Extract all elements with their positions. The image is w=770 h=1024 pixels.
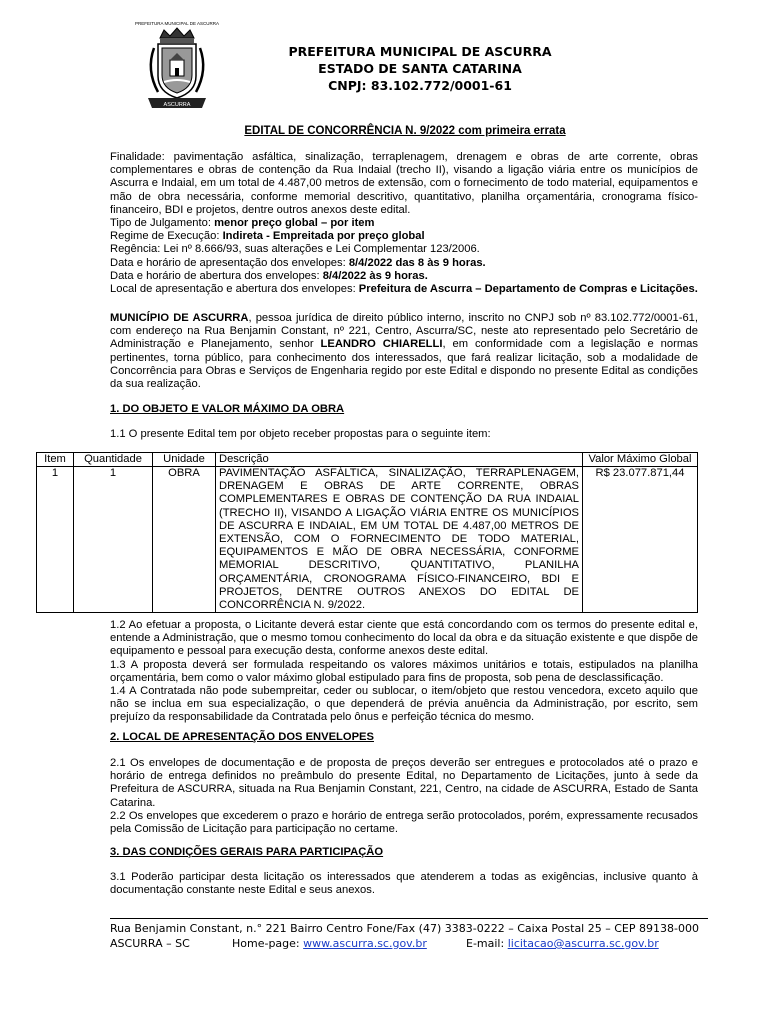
table-header-row xyxy=(37,453,698,467)
municipio-name: MUNICÍPIO DE ASCURRA xyxy=(110,312,249,324)
section-3-heading: 3. DAS CONDIÇÕES GERAIS PARA PARTICIPAÇÃO xyxy=(110,846,384,858)
item-1-2: 1.2 Ao efetuar a proposta, o Licitante deverá estar ciente que está concordando com os termos do presente edital e, entende a Administração, que o mesmo tomou conhecimento do local da obra e da situação existente e que dispõe de equipamento e pessoal para execução desta, conforme anexos deste edital. xyxy=(110,619,698,658)
items-1-2-to-1-4 xyxy=(110,619,698,725)
item-1-4: 1.4 A Contratada não pode subempreitar, ceder ou sublocar, o item/objeto que restou vencedora, exceto aquilo que não se inclua em sua especialização, o que dependerá de prévia anuência da Administração, por escrito, sem prejuízo da responsabilidade da Contratada pelo ônus e perfeição técnica do mesmo. xyxy=(110,685,698,724)
header-line-2: ESTADO DE SANTA CATARINA xyxy=(318,61,522,76)
section-1-heading: 1. DO OBJETO E VALOR MÁXIMO DA OBRA xyxy=(110,403,345,415)
apresentacao-line xyxy=(110,257,698,270)
cell-item: 1 xyxy=(37,467,74,613)
cell-valor: R$ 23.077.871,44 xyxy=(583,467,698,613)
julgamento-label: Tipo de Julgamento: xyxy=(110,217,211,230)
abertura-value: 8/4/2022 às 9 horas. xyxy=(322,269,428,282)
finalidade-label: Finalidade: xyxy=(110,151,165,163)
document-title: EDITAL DE CONCORRÊNCIA N. 9/2022 com primeira errata xyxy=(244,125,566,137)
preamble-text-1: , pessoa jurídica de direito público interno, inscrito no CNPJ sob nº 83.102.772/0001-61, com endereço na Rua Benjamin Constant, nº 221, Centro, Ascurra/SC, neste ato representado pelo Secretário de Administração e Planejamento, senhor xyxy=(110,312,699,351)
regime-line xyxy=(110,230,698,243)
local-line xyxy=(110,283,698,296)
email-label: E-mail: xyxy=(466,937,505,950)
cell-unidade: OBRA xyxy=(153,467,216,613)
header-item: Item xyxy=(37,453,74,467)
table-row xyxy=(37,467,698,613)
local-label: Local de apresentação e abertura dos envelopes: xyxy=(110,283,356,296)
section-2-heading: 2. LOCAL DE APRESENTAÇÃO DOS ENVELOPES xyxy=(110,731,374,743)
header-quantidade: Quantidade xyxy=(74,453,153,467)
cell-descricao: PAVIMENTAÇÃO ASFÁLTICA, SINALIZAÇÃO, TERRAPLENAGEM, DRENAGEM E OBRAS DE ARTE CORRENTE, OBRAS COMPLEMENTARES E OBRAS DE CONTENÇÃO DA RUA INDAIAL (TRECHO II), VISANDO A LIGAÇÃO VIÁRIA ENTRE OS MUNICÍPIOS DE ASCURRA E INDAIAL, EM UM TOTAL DE 4.487,00 METROS DE EXTENSÃO, COM O FORNECIMENTO DE TODO MATERIAL, EQUIPAMENTOS E MÃO DE OBRA NECESSÁRIA, CONFORME MEMORIAL DESCRITIVO, QUANTITATIVO, PLANILHA ORÇAMENTÁRIA, CRONOGRAMA FÍSICO-FINANCEIRO, BDI E PROJETOS, DENTRE OUTROS ANEXOS DO EDITAL DE CONCORRÊNCIA N. 9/2022. xyxy=(216,467,583,613)
finalidade-text: pavimentação asfáltica, sinalização, terraplenagem, drenagem e obras de arte corrente, obras complementares e obras de contenção da Rua Indaial (trecho II), visando a ligação viária entre os municípios de Ascurra e Indaial, em um total de 4.487,00 metros de extensão, com o fornecimento de todo material, equipamentos e mão de obra necessária, conforme memorial descritivo, quantitativo, planilha orçamentária, cronograma físico-financeiro, BDI e projetos, dentre outros anexos deste edital. xyxy=(110,151,699,216)
footer-email-group xyxy=(466,937,659,950)
logo-text-top: PREFEITURA MUNICIPAL DE ASCURRA xyxy=(134,21,220,26)
footer-divider xyxy=(110,918,708,919)
footer-city: ASCURRA – SC xyxy=(110,937,190,950)
item-3-1: 3.1 Poderão participar desta licitação os interessados que atenderem a todas as exigências, inclusive quanto à documentação constante neste Edital e seus anexos. xyxy=(110,871,698,897)
preamble-paragraph xyxy=(110,312,698,391)
preamble-text-2: , em conformidade com a legislação e normas pertinentes, torna público, para conhecimento dos interessados, que fará realizar licitação, sob a modalidade de Concorrência para Obras e Serviços de Engenharia regido por este Edital e dispondo no presente Edital as condições da sua realização. xyxy=(110,338,698,391)
local-value: Prefeitura de Ascurra – Departamento de Compras e Licitações. xyxy=(358,283,698,296)
cell-quantidade: 1 xyxy=(74,467,153,613)
apresentacao-label: Data e horário de apresentação dos envelopes: xyxy=(110,256,346,269)
intro-block xyxy=(110,151,698,296)
header-valor: Valor Máximo Global xyxy=(583,453,698,467)
header-descricao: Descrição xyxy=(216,453,583,467)
abertura-label: Data e horário de abertura dos envelopes: xyxy=(110,269,320,282)
footer-homepage-group xyxy=(232,937,427,950)
header-line-3: CNPJ: 83.102.772/0001-61 xyxy=(328,78,512,93)
item-1-1: 1.1 O presente Edital tem por objeto receber propostas para o seguinte item: xyxy=(110,428,491,440)
regime-label: Regime de Execução: xyxy=(110,230,220,243)
julgamento-line xyxy=(110,217,698,230)
item-1-3: 1.3 A proposta deverá ser formulada respeitando os valores máximos unitários e totais, estipulados na planilha orçamentária, bem como o valor máximo global estipulado para fins de proposta, sob pena de desclassificação. xyxy=(110,658,698,684)
julgamento-value: menor preço global – por item xyxy=(214,217,375,230)
section-2-body xyxy=(110,757,698,836)
finalidade-paragraph xyxy=(110,151,698,217)
header-unidade: Unidade xyxy=(153,453,216,467)
item-2-2: 2.2 Os envelopes que excederem o prazo e horário de entrega serão protocolados, porém, expressamente recusados pela Comissão de Licitação para participação no certame. xyxy=(110,809,698,836)
regime-value: Indireta - Empreitada por preço global xyxy=(222,230,425,243)
email-link[interactable]: licitacao@ascurra.sc.gov.br xyxy=(507,937,659,950)
apresentacao-value: 8/4/2022 das 8 às 9 horas. xyxy=(348,256,486,269)
abertura-line xyxy=(110,270,698,283)
coat-of-arms-logo xyxy=(134,18,220,110)
items-table xyxy=(36,452,698,613)
regencia-line: Regência: Lei nº 8.666/93, suas alterações e Lei Complementar 123/2006. xyxy=(110,243,480,256)
header-line-1: PREFEITURA MUNICIPAL DE ASCURRA xyxy=(288,44,552,59)
homepage-label: Home-page: xyxy=(232,937,300,950)
logo-text-bottom: ASCURRA xyxy=(163,102,191,108)
footer-address: Rua Benjamin Constant, n.° 221 Bairro Centro Fone/Fax (47) 3383-0222 – Caixa Postal 25 – CEP 89138-000 xyxy=(110,922,699,935)
signatory-name: LEANDRO CHIARELLI xyxy=(320,338,443,351)
homepage-link[interactable]: www.ascurra.sc.gov.br xyxy=(303,937,427,950)
item-2-1: 2.1 Os envelopes de documentação e de proposta de preços deverão ser entregues e protocolados até o prazo e horário de entrega definidos no preâmbulo do presente Edital, no Departamento de Licitações, junto à sede da Prefeitura de ASCURRA, situada na Rua Benjamin Constant, 221, Centro, na cidade de ASCURRA, Estado de Santa Catarina. xyxy=(110,757,698,809)
footer-contacts xyxy=(110,937,710,950)
